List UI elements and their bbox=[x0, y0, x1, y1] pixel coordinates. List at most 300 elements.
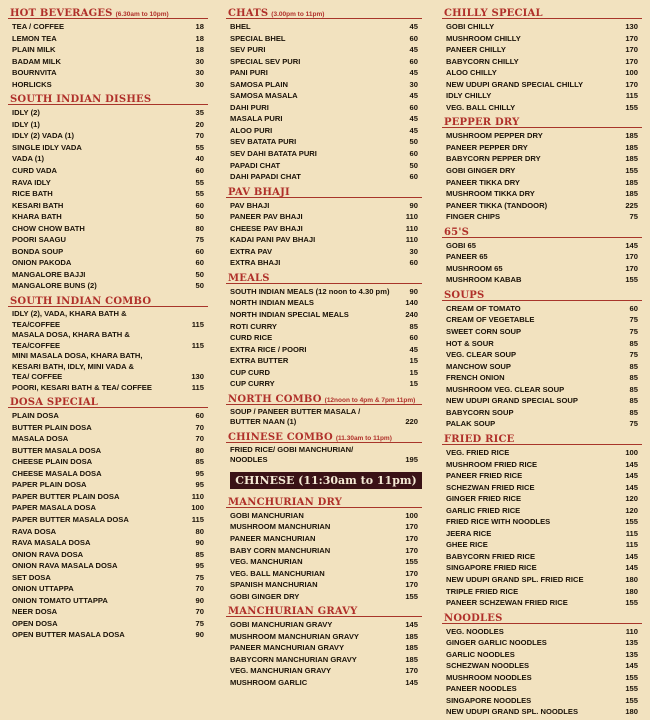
menu-item-name: ONION RAVA MASALA DOSA bbox=[12, 561, 118, 571]
menu-item-price: 225 bbox=[625, 200, 638, 210]
menu-item-name: VEG. MANCHURIAN GRAVY bbox=[230, 666, 332, 676]
menu-item-price: 155 bbox=[625, 166, 638, 176]
menu-item bbox=[8, 572, 208, 584]
menu-item-name: MUSHROOM KABAB bbox=[446, 275, 522, 285]
menu-item-price: 185 bbox=[625, 154, 638, 164]
menu-item bbox=[226, 211, 422, 223]
menu-item-name: SAMOSA PLAIN bbox=[230, 79, 288, 89]
menu-item-name: PANEER NOODLES bbox=[446, 684, 517, 694]
menu-item bbox=[442, 459, 642, 471]
section-header bbox=[8, 395, 208, 408]
menu-item-price: 195 bbox=[405, 455, 418, 465]
menu-item bbox=[442, 263, 642, 275]
menu-item-price: 155 bbox=[625, 275, 638, 285]
menu-item-price: 145 bbox=[625, 471, 638, 481]
menu-item-price: 155 bbox=[625, 672, 638, 682]
menu-item bbox=[8, 21, 208, 33]
menu-item-name: PLAIN DOSA bbox=[12, 411, 59, 421]
menu-item bbox=[8, 153, 208, 165]
menu-item-name: BABYCORN MANCHURIAN GRAVY bbox=[230, 654, 357, 664]
menu-item bbox=[226, 148, 422, 160]
menu-item bbox=[8, 595, 208, 607]
menu-item-price: 95 bbox=[195, 480, 204, 490]
menu-item-name: PLAIN MILK bbox=[12, 45, 56, 55]
menu-item-name: BUTTER MASALA DOSA bbox=[12, 445, 102, 455]
menu-item-price: 100 bbox=[625, 68, 638, 78]
menu-item-name: FRENCH ONION bbox=[446, 373, 505, 383]
menu-item bbox=[442, 574, 642, 586]
menu-item bbox=[442, 338, 642, 350]
menu-item bbox=[226, 321, 422, 333]
menu-item-price: 60 bbox=[409, 172, 418, 182]
menu-item-price: 80 bbox=[195, 526, 204, 536]
menu-item-name: PAPADI CHAT bbox=[230, 160, 281, 170]
section-header bbox=[442, 432, 642, 445]
menu-item bbox=[442, 470, 642, 482]
menu-item-price: 50 bbox=[409, 137, 418, 147]
menu-item-price: 130 bbox=[191, 372, 204, 382]
menu-item-price: 60 bbox=[409, 258, 418, 268]
menu-item-name: CHEESE PLAIN DOSA bbox=[12, 457, 93, 467]
section-header bbox=[8, 294, 208, 307]
menu-item bbox=[442, 21, 642, 33]
menu-item-name: VEG. MANCHURIAN bbox=[230, 557, 303, 567]
menu-item bbox=[226, 21, 422, 33]
menu-item-price: 60 bbox=[195, 411, 204, 421]
menu-item-price: 85 bbox=[629, 396, 638, 406]
menu-item bbox=[442, 200, 642, 212]
section-hours-note: (12noon to 4pm & 7pm 11pm) bbox=[324, 396, 416, 404]
section-header bbox=[8, 6, 208, 19]
menu-item-price: 145 bbox=[625, 459, 638, 469]
menu-item-price: 170 bbox=[405, 568, 418, 578]
menu-item bbox=[226, 631, 422, 643]
menu-item-price: 155 bbox=[625, 598, 638, 608]
menu-item-price: 145 bbox=[405, 677, 418, 687]
section-header bbox=[442, 288, 642, 301]
menu-item-name: ONION TOMATO UTTAPPA bbox=[12, 595, 108, 605]
menu-item-name: PANEER TIKKA DRY bbox=[446, 177, 520, 187]
menu-item-name: GOBI MANCHURIAN GRAVY bbox=[230, 620, 333, 630]
menu-item-name: SOUTH INDIAN MEALS (12 noon to 4.30 pm) bbox=[230, 286, 390, 296]
menu-item bbox=[8, 33, 208, 45]
menu-item-price: 30 bbox=[409, 79, 418, 89]
menu-item bbox=[8, 223, 208, 235]
menu-item-name: SCHEZWAN NOODLES bbox=[446, 661, 530, 671]
section-header bbox=[442, 6, 642, 19]
menu-item bbox=[8, 351, 208, 383]
menu-item-price: 100 bbox=[405, 510, 418, 520]
menu-item-name: CREAM OF VEGETABLE bbox=[446, 315, 535, 325]
menu-item-price: 85 bbox=[629, 361, 638, 371]
menu-item-name: GARLIC NOODLES bbox=[446, 649, 515, 659]
menu-item-price: 45 bbox=[409, 45, 418, 55]
section-header bbox=[442, 611, 642, 624]
menu-item bbox=[442, 240, 642, 252]
menu-item-price: 170 bbox=[625, 252, 638, 262]
menu-item bbox=[8, 445, 208, 457]
menu-item bbox=[226, 344, 422, 356]
menu-item-name: VEG. FRIED RICE bbox=[446, 447, 510, 457]
menu-item bbox=[8, 56, 208, 68]
menu-item-name: SEV BATATA PURI bbox=[230, 137, 297, 147]
menu-item-name: NEER DOSA bbox=[12, 607, 58, 617]
menu-item-name: SINGLE IDLY VADA bbox=[12, 142, 82, 152]
menu-item bbox=[226, 355, 422, 367]
menu-item-name: OPEN DOSA bbox=[12, 618, 58, 628]
menu-item-price: 145 bbox=[625, 482, 638, 492]
menu-item-price: 185 bbox=[405, 631, 418, 641]
section-chilly-special bbox=[442, 6, 642, 113]
menu-item-price: 110 bbox=[191, 491, 204, 501]
menu-item bbox=[8, 422, 208, 434]
menu-item-price: 155 bbox=[625, 517, 638, 527]
menu-item-name: MINI MASALA DOSA, KHARA BATH, KESARI BATH, IDLY, MINI VADA & TEA/ COFFEE bbox=[12, 351, 143, 382]
menu-item-name: CHOW CHOW BATH bbox=[12, 223, 85, 233]
menu-item-name: GOBI CHILLY bbox=[446, 22, 495, 31]
section-hot-beverages bbox=[8, 6, 208, 90]
menu-item bbox=[226, 367, 422, 379]
menu-item-name: GARLIC FRIED RICE bbox=[446, 505, 521, 515]
menu-item bbox=[8, 269, 208, 281]
menu-item-name: BABYCORN FRIED RICE bbox=[446, 551, 536, 561]
menu-item bbox=[442, 130, 642, 142]
section-title: SOUTH INDIAN COMBO bbox=[10, 296, 152, 308]
menu-item-price: 100 bbox=[625, 447, 638, 457]
menu-item-name: SAMOSA MASALA bbox=[230, 91, 298, 101]
menu-item-name: MUSHROOM MANCHURIAN GRAVY bbox=[230, 631, 359, 641]
menu-item bbox=[226, 642, 422, 654]
menu-item bbox=[226, 56, 422, 68]
menu-item bbox=[8, 67, 208, 79]
menu-item-price: 50 bbox=[409, 160, 418, 170]
menu-item bbox=[8, 130, 208, 142]
menu-item bbox=[8, 537, 208, 549]
menu-item-price: 85 bbox=[629, 373, 638, 383]
menu-item-price: 115 bbox=[625, 540, 638, 550]
menu-item-name: SPECIAL BHEL bbox=[230, 33, 286, 43]
menu-item-price: 45 bbox=[409, 114, 418, 124]
menu-item bbox=[8, 309, 208, 330]
menu-item-name: PANEER CHILLY bbox=[446, 45, 506, 55]
menu-item bbox=[226, 407, 422, 428]
menu-item-price: 85 bbox=[195, 549, 204, 559]
section-title: CHINESE COMBO bbox=[228, 431, 333, 443]
menu-item-price: 85 bbox=[629, 407, 638, 417]
menu-item-price: 130 bbox=[625, 22, 638, 31]
menu-item-price: 115 bbox=[625, 528, 638, 538]
menu-item bbox=[442, 349, 642, 361]
menu-item-price: 185 bbox=[625, 131, 638, 141]
menu-item bbox=[226, 677, 422, 689]
menu-item bbox=[442, 251, 642, 263]
menu-item-name: RAVA MASALA DOSA bbox=[12, 538, 91, 548]
section-meals bbox=[226, 271, 422, 390]
menu-item-price: 30 bbox=[195, 79, 204, 89]
menu-column-1 bbox=[8, 6, 208, 643]
menu-item-price: 120 bbox=[625, 494, 638, 504]
menu-item bbox=[442, 683, 642, 695]
menu-item-price: 170 bbox=[625, 263, 638, 273]
section-title: NOODLES bbox=[444, 612, 503, 624]
menu-item-price: 110 bbox=[405, 235, 418, 245]
section-dosa-special bbox=[8, 395, 208, 641]
menu-item bbox=[8, 410, 208, 422]
menu-item-price: 85 bbox=[195, 457, 204, 467]
section-65-s bbox=[442, 225, 642, 286]
menu-item-price: 60 bbox=[409, 149, 418, 159]
menu-item-price: 155 bbox=[625, 102, 638, 112]
section-pav-bhaji bbox=[226, 185, 422, 269]
menu-item-name: NEW UDUPI GRAND SPECIAL SOUP bbox=[446, 396, 578, 406]
menu-item-name: NORTH INDIAN MEALS bbox=[230, 298, 314, 308]
section-title: FRIED RICE bbox=[444, 433, 515, 445]
menu-item bbox=[226, 125, 422, 137]
section-soups bbox=[442, 288, 642, 430]
menu-item-price: 50 bbox=[195, 281, 204, 291]
menu-item-price: 100 bbox=[191, 503, 204, 513]
section-title: NORTH COMBO bbox=[228, 393, 322, 405]
menu-item-name: GINGER GARLIC NOODLES bbox=[446, 638, 547, 648]
menu-item bbox=[442, 516, 642, 528]
menu-item-name: SCHEZWAN FRIED RICE bbox=[446, 482, 535, 492]
menu-column-2 bbox=[226, 6, 422, 691]
menu-item-name: SPANISH MANCHURIAN bbox=[230, 580, 318, 590]
menu-item-price: 18 bbox=[195, 22, 204, 31]
menu-item bbox=[442, 637, 642, 649]
section-title: MEALS bbox=[228, 272, 270, 284]
menu-item-name: ALOO CHILLY bbox=[446, 68, 497, 78]
menu-item-price: 75 bbox=[629, 327, 638, 337]
menu-item-name: EXTRA PAV bbox=[230, 246, 273, 256]
menu-item-price: 170 bbox=[405, 580, 418, 590]
menu-item-name: IDLY (1) bbox=[12, 119, 40, 129]
menu-item bbox=[226, 309, 422, 321]
menu-item-name: SEV DAHI BATATA PURI bbox=[230, 149, 317, 159]
menu-item bbox=[226, 568, 422, 580]
menu-item-price: 60 bbox=[409, 56, 418, 66]
menu-item-price: 75 bbox=[629, 350, 638, 360]
section-south-indian-combo bbox=[8, 294, 208, 393]
menu-item bbox=[442, 188, 642, 200]
menu-item bbox=[226, 160, 422, 172]
menu-item-price: 70 bbox=[195, 584, 204, 594]
menu-item bbox=[442, 418, 642, 430]
menu-item-name: MANGALORE BAJJI bbox=[12, 269, 86, 279]
menu-item-name: BOURNVITA bbox=[12, 68, 57, 78]
menu-item-name: BABYCORN PEPPER DRY bbox=[446, 154, 541, 164]
section-fried-rice bbox=[442, 432, 642, 609]
menu-item-name: PAPER MASALA DOSA bbox=[12, 503, 96, 513]
menu-item bbox=[442, 505, 642, 517]
menu-item bbox=[442, 706, 642, 718]
menu-item-name: SPECIAL SEV PURI bbox=[230, 56, 301, 66]
menu-item-name: GOBI GINGER DRY bbox=[446, 166, 516, 176]
menu-item-name: VEG. NOODLES bbox=[446, 626, 504, 636]
menu-item-price: 90 bbox=[409, 200, 418, 210]
menu-item bbox=[442, 102, 642, 114]
menu-item bbox=[226, 378, 422, 390]
menu-item bbox=[442, 493, 642, 505]
menu-item-price: 115 bbox=[191, 514, 204, 524]
menu-item-name: ONION PAKODA bbox=[12, 258, 72, 268]
menu-item bbox=[226, 332, 422, 344]
section-south-indian-dishes bbox=[8, 92, 208, 292]
menu-item-price: 45 bbox=[409, 68, 418, 78]
menu-item bbox=[442, 79, 642, 91]
section-chinese-combo bbox=[226, 430, 422, 466]
menu-item bbox=[226, 297, 422, 309]
menu-item-name: RAVA IDLY bbox=[12, 177, 51, 187]
menu-item-name: EXTRA RICE / POORI bbox=[230, 344, 307, 354]
menu-item-price: 80 bbox=[195, 223, 204, 233]
menu-item-price: 85 bbox=[409, 321, 418, 331]
menu-item-price: 95 bbox=[195, 468, 204, 478]
menu-item-name: PALAK SOUP bbox=[446, 419, 496, 429]
menu-item-price: 90 bbox=[409, 286, 418, 296]
menu-item-name: KADAI PANI PAV BHAJI bbox=[230, 235, 316, 245]
menu-item-name: VEG. BALL CHILLY bbox=[446, 102, 516, 112]
menu-item bbox=[8, 330, 208, 351]
menu-item-price: 240 bbox=[405, 310, 418, 320]
menu-item-price: 135 bbox=[625, 649, 638, 659]
menu-item-price: 170 bbox=[625, 33, 638, 43]
menu-item bbox=[442, 326, 642, 338]
menu-item bbox=[8, 280, 208, 292]
section-title: DOSA SPECIAL bbox=[10, 397, 99, 409]
menu-item bbox=[442, 407, 642, 419]
menu-item-name: MUSHROOM VEG. CLEAR SOUP bbox=[446, 384, 565, 394]
menu-item-price: 80 bbox=[195, 445, 204, 455]
menu-item-price: 30 bbox=[195, 68, 204, 78]
menu-item bbox=[442, 303, 642, 315]
menu-item-price: 95 bbox=[195, 561, 204, 571]
menu-item-name: IDLY (2) bbox=[12, 108, 40, 118]
menu-item-price: 85 bbox=[629, 338, 638, 348]
section-title: CHATS bbox=[228, 8, 269, 19]
menu-item-price: 75 bbox=[629, 315, 638, 325]
menu-item-price: 180 bbox=[625, 586, 638, 596]
menu-item-name: POORI SAAGU bbox=[12, 235, 67, 245]
menu-item bbox=[442, 539, 642, 551]
menu-item-name: PANEER MANCHURIAN GRAVY bbox=[230, 643, 345, 653]
menu-item-name: PANEER 65 bbox=[446, 252, 488, 262]
section-title: MANCHURIAN DRY bbox=[228, 496, 343, 508]
menu-item-name: DAHI PAPADI CHAT bbox=[230, 172, 301, 182]
menu-item-name: ONION RAVA DOSA bbox=[12, 549, 84, 559]
menu-item bbox=[8, 456, 208, 468]
menu-item bbox=[8, 165, 208, 177]
section-title: HOT BEVERAGES bbox=[10, 8, 113, 19]
menu-item bbox=[8, 491, 208, 503]
menu-item bbox=[442, 562, 642, 574]
menu-item-price: 30 bbox=[195, 56, 204, 66]
menu-item bbox=[226, 510, 422, 522]
section-header bbox=[442, 225, 642, 238]
menu-item-price: 15 bbox=[409, 367, 418, 377]
menu-item-price: 170 bbox=[625, 56, 638, 66]
menu-item bbox=[8, 618, 208, 630]
menu-item-price: 170 bbox=[625, 45, 638, 55]
menu-item bbox=[8, 468, 208, 480]
menu-item bbox=[442, 528, 642, 540]
menu-item-price: 75 bbox=[629, 212, 638, 222]
menu-item-price: 220 bbox=[405, 417, 418, 427]
menu-item-name: DAHI PURI bbox=[230, 102, 269, 112]
menu-item bbox=[442, 447, 642, 459]
menu-item-name: CUP CURRY bbox=[230, 379, 275, 389]
menu-item-price: 185 bbox=[625, 189, 638, 199]
menu-item-price: 110 bbox=[405, 223, 418, 233]
menu-item-name: BABYCORN SOUP bbox=[446, 407, 514, 417]
menu-item-name: BADAM MILK bbox=[12, 56, 61, 66]
menu-item-price: 50 bbox=[195, 212, 204, 222]
section-header bbox=[226, 392, 422, 405]
menu-item-name: RICE BATH bbox=[12, 189, 53, 199]
menu-item-name: ONION UTTAPPA bbox=[12, 584, 74, 594]
menu-item-name: SINGAPORE NOODLES bbox=[446, 695, 532, 705]
menu-item-price: 170 bbox=[405, 522, 418, 532]
menu-item-price: 170 bbox=[405, 545, 418, 555]
menu-item bbox=[8, 433, 208, 445]
menu-item-price: 30 bbox=[409, 246, 418, 256]
menu-item-price: 55 bbox=[195, 189, 204, 199]
menu-item bbox=[8, 583, 208, 595]
menu-item-name: MASALA DOSA bbox=[12, 434, 69, 444]
menu-item-price: 15 bbox=[409, 356, 418, 366]
menu-item-price: 140 bbox=[405, 298, 418, 308]
menu-item bbox=[442, 384, 642, 396]
menu-item bbox=[226, 67, 422, 79]
section-header bbox=[442, 115, 642, 128]
section-manchurian-dry bbox=[226, 495, 422, 602]
menu-item-price: 15 bbox=[409, 379, 418, 389]
menu-item-name: TRIPLE FRIED RICE bbox=[446, 586, 519, 596]
menu-item bbox=[226, 665, 422, 677]
menu-item-price: 90 bbox=[195, 538, 204, 548]
menu-item-name: MUSHROOM FRIED RICE bbox=[446, 459, 538, 469]
menu-item bbox=[8, 526, 208, 538]
menu-item-name: JEERA RICE bbox=[446, 528, 492, 538]
section-header bbox=[226, 604, 422, 617]
section-header bbox=[226, 430, 422, 443]
menu-item bbox=[8, 188, 208, 200]
menu-item-name: VEG. BALL MANCHURIAN bbox=[230, 568, 325, 578]
menu-item-name: SEV PURI bbox=[230, 45, 266, 55]
menu-item-name: BONDA SOUP bbox=[12, 246, 64, 256]
menu-item bbox=[226, 556, 422, 568]
menu-item-price: 75 bbox=[195, 235, 204, 245]
menu-item bbox=[226, 113, 422, 125]
menu-item-price: 155 bbox=[405, 591, 418, 601]
menu-item-name: PANEER FRIED RICE bbox=[446, 471, 523, 481]
menu-item-name: PANEER MANCHURIAN bbox=[230, 533, 316, 543]
menu-item-name: BUTTER PLAIN DOSA bbox=[12, 422, 92, 432]
menu-item-name: EXTRA BHAJI bbox=[230, 258, 281, 268]
menu-item-name: MUSHROOM MANCHURIAN bbox=[230, 522, 331, 532]
section-pepper-dry bbox=[442, 115, 642, 222]
menu-item-price: 180 bbox=[625, 574, 638, 584]
menu-item-name: MUSHROOM CHILLY bbox=[446, 33, 521, 43]
menu-item-price: 170 bbox=[625, 79, 638, 89]
menu-item-name: HORLICKS bbox=[12, 79, 52, 89]
menu-item bbox=[442, 672, 642, 684]
menu-item bbox=[8, 549, 208, 561]
menu-item-price: 60 bbox=[195, 200, 204, 210]
menu-item-name: MUSHROOM 65 bbox=[446, 263, 503, 273]
menu-item-name: RAVA DOSA bbox=[12, 526, 57, 536]
menu-item-price: 155 bbox=[625, 695, 638, 705]
